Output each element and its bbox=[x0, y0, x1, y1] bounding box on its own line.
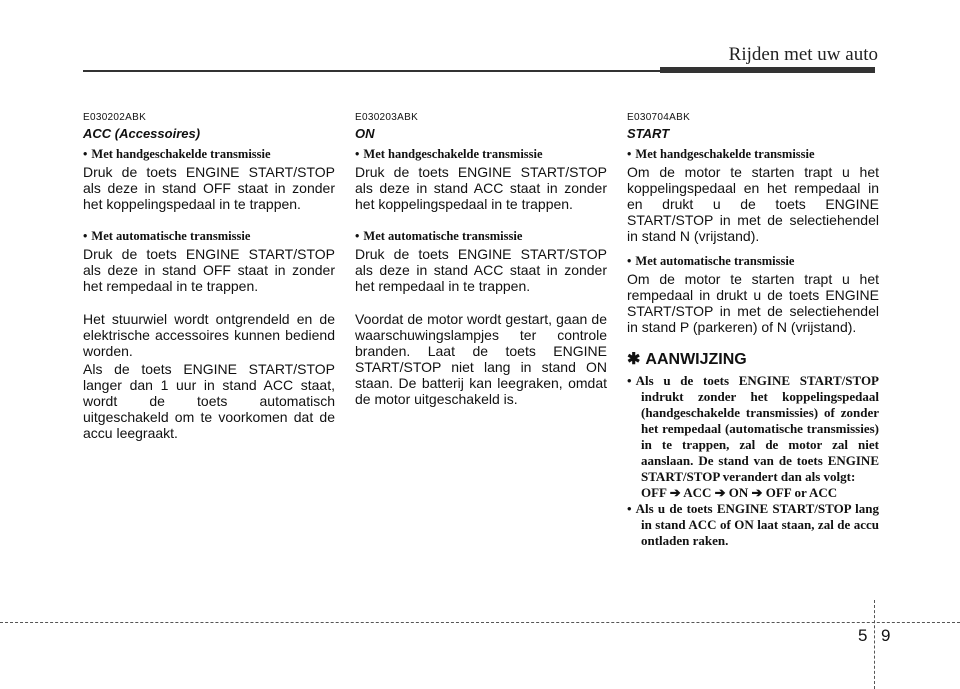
bullet-icon: • bbox=[627, 147, 632, 161]
page-number: 9 bbox=[881, 626, 891, 645]
note-star-icon: ✱ bbox=[627, 351, 641, 368]
footer-rule bbox=[0, 622, 960, 623]
note-item: • Als u de toets ENGINE START/STOP lang in stand ACC of ON laat staan, zal de accu ontladen raken. bbox=[627, 501, 879, 548]
chapter-number: 5 bbox=[858, 626, 868, 645]
paragraph: Om de motor te starten trapt u het rempedaal in drukt u de toets ENGINE START/STOP in met de selectiehendel in stand P (parkeren) of N (vrijstand). bbox=[627, 271, 879, 335]
arrow-right-icon: ➔ bbox=[714, 485, 726, 500]
footer-divider bbox=[874, 600, 875, 689]
subheading-automatic: • Met automatische transmissie bbox=[355, 229, 523, 243]
paragraph: Druk de toets ENGINE START/STOP als deze in stand OFF staat in zonder het rempedaal in te trappen. bbox=[83, 246, 335, 294]
column-acc bbox=[83, 106, 335, 441]
column-start bbox=[627, 106, 879, 549]
bullet-icon: • bbox=[627, 501, 632, 516]
bullet-icon: • bbox=[83, 147, 88, 161]
paragraph: Het stuurwiel wordt ontgrendeld en de elektrische accessoires kunnen bediend worden. bbox=[83, 311, 335, 359]
section-heading: ON bbox=[355, 126, 375, 141]
section-code: E030202ABK bbox=[83, 112, 147, 123]
bullet-icon: • bbox=[627, 373, 632, 388]
bullet-icon: • bbox=[355, 147, 360, 161]
arrow-right-icon: ➔ bbox=[751, 485, 763, 500]
section-code: E030704ABK bbox=[627, 112, 691, 123]
paragraph: Druk de toets ENGINE START/STOP als deze in stand ACC staat in zonder het koppelingspedaal in te trappen. bbox=[355, 164, 607, 212]
note-heading: ✱ AANWIJZING bbox=[627, 351, 747, 368]
paragraph: Om de motor te starten trapt u het koppelingspedaal en het rempedaal in en drukt u de toets ENGINE START/STOP in met de selectiehendel in stand N (vrijstand). bbox=[627, 164, 879, 244]
subheading-manual: • Met handgeschakelde transmissie bbox=[627, 147, 815, 161]
paragraph: Als de toets ENGINE START/STOP langer dan 1 uur in stand ACC staat, wordt de toets automatisch uitgeschakeld om te voorkomen dat de accu leegraakt. bbox=[83, 361, 335, 441]
column-on bbox=[355, 106, 607, 407]
bullet-icon: • bbox=[355, 229, 360, 243]
state-sequence: OFF ➔ ACC ➔ ON ➔ OFF or ACC bbox=[641, 485, 838, 500]
bullet-icon: • bbox=[627, 254, 632, 268]
section-heading: START bbox=[627, 126, 670, 141]
section-heading: ACC (Accessoires) bbox=[83, 126, 201, 141]
subheading-automatic: • Met automatische transmissie bbox=[83, 229, 251, 243]
running-header: Rijden met uw auto bbox=[728, 44, 878, 65]
note-item: • Als u de toets ENGINE START/STOP indrukt zonder het koppelingspedaal (handgeschakelde transmissies) of zonder het rempedaal (automatische transmissies) in te trappen, zal de motor zal niet aanslaan. De stand van de toets ENGINE START/STOP verandert dan als volgt: OFF ➔ ACC ➔ ON ➔ OFF or ACC bbox=[627, 373, 879, 500]
bullet-icon: • bbox=[83, 229, 88, 243]
subheading-automatic: • Met automatische transmissie bbox=[627, 254, 795, 268]
subheading-manual: • Met handgeschakelde transmissie bbox=[83, 147, 271, 161]
paragraph: Druk de toets ENGINE START/STOP als deze in stand ACC staat in zonder het rempedaal in te trappen. bbox=[355, 246, 607, 294]
paragraph: Voordat de motor wordt gestart, gaan de waarschuwingslampjes ter controle branden. Laat de toets ENGINE START/STOP niet lang in stand ON staan. De batterij kan leegraken, omdat de motor uitgeschakeld is. bbox=[355, 311, 607, 407]
header-rule bbox=[83, 70, 875, 72]
paragraph: Druk de toets ENGINE START/STOP als deze in stand OFF staat in zonder het koppelingspedaal in te trappen. bbox=[83, 164, 335, 212]
subheading-manual: • Met handgeschakelde transmissie bbox=[355, 147, 543, 161]
arrow-right-icon: ➔ bbox=[669, 485, 681, 500]
section-code: E030203ABK bbox=[355, 112, 419, 123]
